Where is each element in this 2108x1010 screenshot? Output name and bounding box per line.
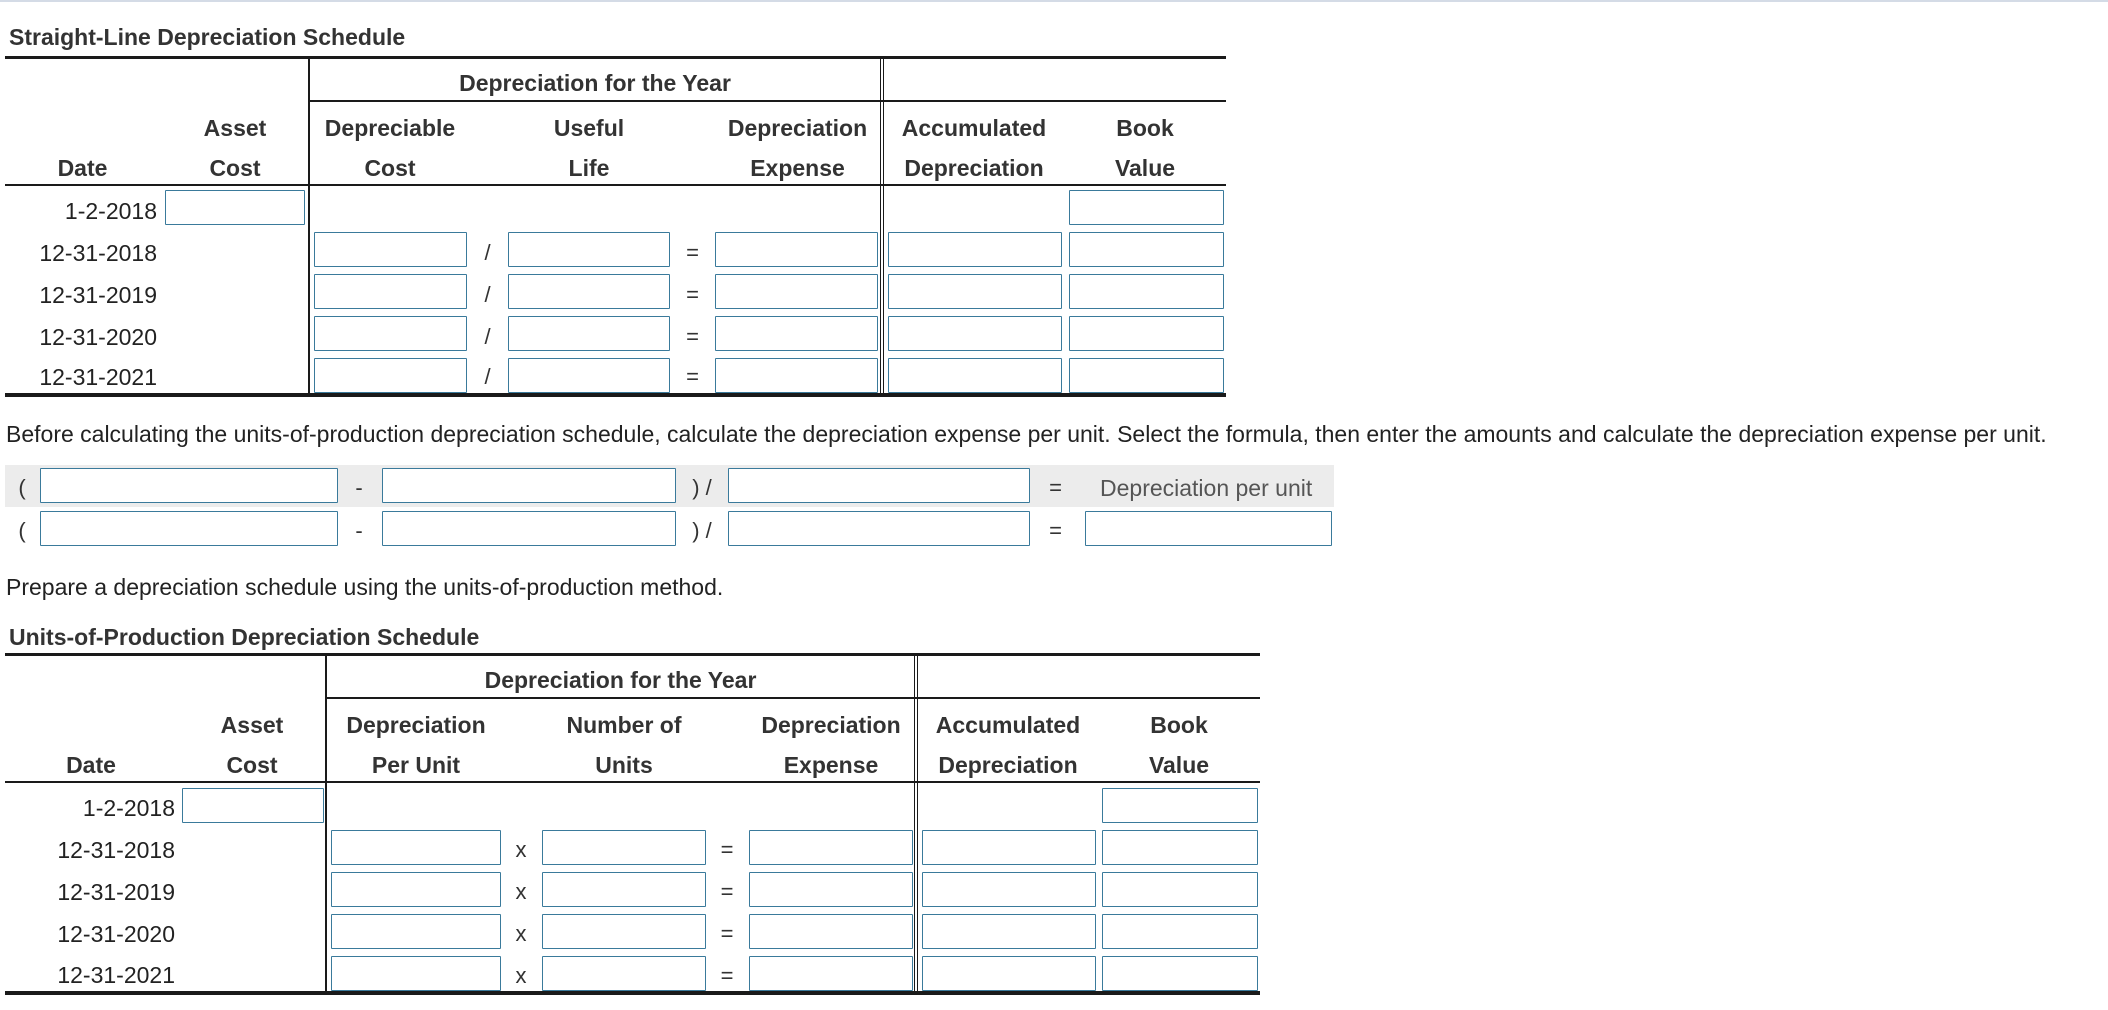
uop-header-col2-b: Units bbox=[595, 752, 653, 778]
formula-equals-1: = bbox=[1049, 475, 1062, 500]
formula-amount-1[interactable] bbox=[40, 511, 338, 546]
sl-header-book-a: Book bbox=[1116, 115, 1174, 141]
uop-accum-input-3[interactable] bbox=[922, 914, 1096, 949]
top-divider bbox=[0, 0, 2108, 2]
uop-accum-input-2[interactable] bbox=[922, 872, 1096, 907]
uop-equals-op-4: = bbox=[720, 963, 734, 988]
uop-vline-2 bbox=[914, 653, 918, 994]
uop-per-unit-input-1[interactable] bbox=[331, 830, 501, 865]
uop-per-unit-input-2[interactable] bbox=[331, 872, 501, 907]
sl-accum-input-2[interactable] bbox=[888, 274, 1062, 309]
sl-header-book-b: Value bbox=[1114, 155, 1176, 181]
uop-header-rule bbox=[5, 781, 1260, 783]
uop-date-3: 12-31-2020 bbox=[57, 921, 175, 947]
uop-expense-input-3[interactable] bbox=[749, 914, 913, 949]
sl-equals-op-3: = bbox=[686, 324, 699, 349]
uop-header-col1-b: Per Unit bbox=[371, 752, 461, 778]
sl-depreciable-cost-input-2[interactable] bbox=[314, 274, 467, 309]
sl-date-0: 1-2-2018 bbox=[64, 198, 157, 224]
uop-per-unit-input-4[interactable] bbox=[331, 956, 501, 991]
sl-header-col1-a: Depreciable bbox=[324, 115, 456, 141]
formula-close-div-1: ) / bbox=[692, 475, 712, 500]
sl-header-col1-b: Cost bbox=[364, 155, 416, 181]
sl-header-col2-a: Useful bbox=[553, 115, 625, 141]
sl-group-rule bbox=[309, 100, 1226, 102]
sl-header-col3-b: Expense bbox=[750, 155, 845, 181]
sl-header-col3-a: Depreciation bbox=[727, 115, 868, 141]
uop-units-input-1[interactable] bbox=[542, 830, 706, 865]
formula-amount-3[interactable] bbox=[728, 511, 1030, 546]
sl-vline-2 bbox=[880, 56, 884, 396]
sl-expense-input-3[interactable] bbox=[715, 316, 878, 351]
uop-equals-op-1: = bbox=[720, 837, 734, 862]
sl-header-cost: Cost bbox=[209, 155, 261, 181]
sl-divide-op-2: / bbox=[484, 282, 491, 307]
sl-depreciable-cost-input-1[interactable] bbox=[314, 232, 467, 267]
uop-expense-input-4[interactable] bbox=[749, 956, 913, 991]
uop-units-input-3[interactable] bbox=[542, 914, 706, 949]
formula-open-paren-1: ( bbox=[18, 475, 26, 500]
formula-minus-2: - bbox=[355, 518, 363, 543]
sl-book-value-input-1[interactable] bbox=[1069, 232, 1224, 267]
sl-header-asset: Asset bbox=[203, 115, 267, 141]
sl-expense-input-4[interactable] bbox=[715, 358, 878, 393]
sl-accum-input-1[interactable] bbox=[888, 232, 1062, 267]
depreciation-per-unit-input[interactable] bbox=[1085, 511, 1332, 546]
uop-bottom-rule bbox=[5, 991, 1260, 995]
uop-book-value-input-3[interactable] bbox=[1102, 914, 1258, 949]
sl-asset-cost-input[interactable] bbox=[165, 190, 305, 225]
uop-header-col1-a: Depreciation bbox=[346, 712, 486, 738]
uop-group-rule bbox=[326, 697, 1260, 699]
sl-useful-life-input-2[interactable] bbox=[508, 274, 670, 309]
uop-multiply-op-1: x bbox=[515, 837, 527, 862]
sl-useful-life-input-3[interactable] bbox=[508, 316, 670, 351]
sl-group-header: Depreciation for the Year bbox=[459, 70, 731, 96]
formula-amount-2[interactable] bbox=[382, 511, 676, 546]
uop-expense-input-1[interactable] bbox=[749, 830, 913, 865]
depreciation-per-unit-label: Depreciation per unit bbox=[1100, 475, 1313, 501]
uop-title: Units-of-Production Depreciation Schedule bbox=[9, 624, 480, 650]
sl-date-2: 12-31-2019 bbox=[39, 282, 157, 308]
sl-depreciable-cost-input-3[interactable] bbox=[314, 316, 467, 351]
uop-multiply-op-2: x bbox=[515, 879, 527, 904]
uop-group-header: Depreciation for the Year bbox=[484, 667, 757, 693]
sl-useful-life-input-1[interactable] bbox=[508, 232, 670, 267]
uop-accum-input-4[interactable] bbox=[922, 956, 1096, 991]
sl-date-4: 12-31-2021 bbox=[39, 364, 157, 390]
formula-minus-1: - bbox=[355, 475, 363, 500]
sl-accum-input-3[interactable] bbox=[888, 316, 1062, 351]
sl-divide-op-4: / bbox=[484, 364, 491, 389]
sl-header-date: Date bbox=[57, 155, 108, 181]
formula-equals-2: = bbox=[1049, 518, 1062, 543]
formula-close-div-2: ) / bbox=[692, 518, 712, 543]
uop-date-4: 12-31-2021 bbox=[57, 962, 175, 988]
sl-equals-op-2: = bbox=[686, 282, 699, 307]
uop-header-accum-a: Accumulated bbox=[935, 712, 1081, 738]
formula-open-paren-2: ( bbox=[18, 518, 26, 543]
sl-equals-op-4: = bbox=[686, 364, 699, 389]
uop-multiply-op-3: x bbox=[515, 921, 527, 946]
uop-header-col2-a: Number of bbox=[566, 712, 682, 738]
uop-multiply-op-4: x bbox=[515, 963, 527, 988]
sl-book-value-input-2[interactable] bbox=[1069, 274, 1224, 309]
formula-select-3[interactable] bbox=[728, 468, 1030, 503]
formula-select-1[interactable] bbox=[40, 468, 338, 503]
uop-equals-op-3: = bbox=[720, 921, 734, 946]
sl-book-value-input-4[interactable] bbox=[1069, 358, 1224, 393]
sl-expense-input-2[interactable] bbox=[715, 274, 878, 309]
uop-per-unit-input-3[interactable] bbox=[331, 914, 501, 949]
sl-divide-op-1: / bbox=[484, 240, 491, 265]
uop-asset-cost-input[interactable] bbox=[182, 788, 324, 823]
sl-header-col2-b: Life bbox=[568, 155, 610, 181]
sl-divide-op-3: / bbox=[484, 324, 491, 349]
sl-bottom-rule bbox=[5, 393, 1226, 397]
sl-depreciable-cost-input-4[interactable] bbox=[314, 358, 467, 393]
uop-header-col3-b: Expense bbox=[783, 752, 879, 778]
sl-expense-input-1[interactable] bbox=[715, 232, 878, 267]
uop-book-value-input-4[interactable] bbox=[1102, 956, 1258, 991]
sl-date-3: 12-31-2020 bbox=[39, 324, 157, 350]
uop-book-value-input-0[interactable] bbox=[1102, 788, 1258, 823]
sl-header-accum-b: Depreciation bbox=[904, 155, 1044, 181]
sl-date-1: 12-31-2018 bbox=[39, 240, 157, 266]
uop-header-col3-a: Depreciation bbox=[761, 712, 901, 738]
formula-select-2[interactable] bbox=[382, 468, 676, 503]
uop-header-book-a: Book bbox=[1150, 712, 1208, 738]
sl-title: Straight-Line Depreciation Schedule bbox=[9, 24, 406, 50]
uop-accum-input-1[interactable] bbox=[922, 830, 1096, 865]
sl-book-value-input-3[interactable] bbox=[1069, 316, 1224, 351]
sl-header-accum-a: Accumulated bbox=[901, 115, 1047, 141]
uop-book-value-input-2[interactable] bbox=[1102, 872, 1258, 907]
sl-useful-life-input-4[interactable] bbox=[508, 358, 670, 393]
units-per-instruction: Before calculating the units-of-production depreciation schedule, calculate the depreciation expense per unit. Select the formula, then enter the amounts and calculate the depreciation expense per unit. bbox=[6, 421, 2047, 447]
uop-header-asset: Asset bbox=[220, 712, 284, 738]
uop-units-input-4[interactable] bbox=[542, 956, 706, 991]
uop-header-cost: Cost bbox=[226, 752, 278, 778]
uop-expense-input-2[interactable] bbox=[749, 872, 913, 907]
uop-date-1: 12-31-2018 bbox=[57, 837, 175, 863]
sl-top-rule bbox=[5, 56, 1226, 59]
uop-date-0: 1-2-2018 bbox=[82, 795, 175, 821]
uop-book-value-input-1[interactable] bbox=[1102, 830, 1258, 865]
uop-vline-1 bbox=[325, 653, 327, 994]
prepare-instruction: Prepare a depreciation schedule using the units-of-production method. bbox=[6, 574, 724, 600]
sl-book-value-input-0[interactable] bbox=[1069, 190, 1224, 225]
uop-units-input-2[interactable] bbox=[542, 872, 706, 907]
uop-top-rule bbox=[5, 653, 1260, 656]
sl-vline-1 bbox=[308, 56, 310, 396]
sl-accum-input-4[interactable] bbox=[888, 358, 1062, 393]
uop-header-date: Date bbox=[66, 752, 116, 778]
uop-header-book-b: Value bbox=[1148, 752, 1210, 778]
sl-equals-op-1: = bbox=[686, 240, 699, 265]
uop-equals-op-2: = bbox=[720, 879, 734, 904]
uop-date-2: 12-31-2019 bbox=[57, 879, 175, 905]
sl-header-rule bbox=[5, 184, 1226, 186]
uop-header-accum-b: Depreciation bbox=[938, 752, 1078, 778]
